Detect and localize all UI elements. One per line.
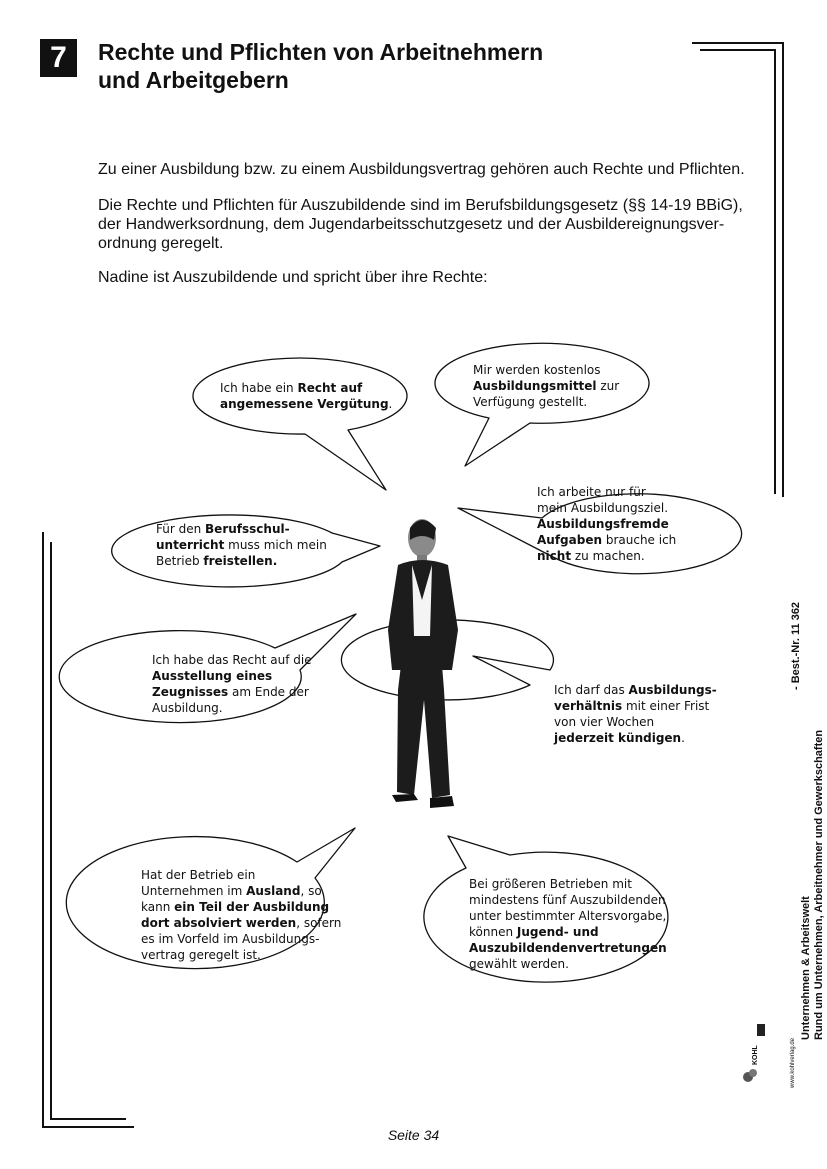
bubble-6-text xyxy=(554,682,717,746)
bubble-7-run-7: vertrag geregelt ist. xyxy=(141,948,261,962)
bubble-6-bold-1: Ausbildungs- xyxy=(628,683,717,697)
bubble-3-run-2: mein Ausbildungsziel. xyxy=(537,501,669,515)
bubble-4-text xyxy=(156,521,327,569)
bubble-8-run-2: mindestens fünf Auszubildenden xyxy=(469,893,666,907)
bubble-7-run-2: Unternehmen im xyxy=(141,884,247,898)
bubble-3-bold-3: nicht xyxy=(537,549,572,563)
bubble-7-run-6: es im Vorfeld im Ausbildungs- xyxy=(141,932,320,946)
bubble-6-bold-2: verhältnis xyxy=(554,699,623,713)
nadine-figure xyxy=(388,519,458,808)
bubble-3-text xyxy=(537,484,676,564)
bubble-3-run-3: brauche ich xyxy=(602,533,677,547)
bubble-7-text xyxy=(141,867,341,963)
bubble-2-run-1: Mir werden kostenlos xyxy=(473,363,601,377)
bubble-8-run-5: gewählt werden. xyxy=(469,957,569,971)
bubble-7-run-5: , sofern xyxy=(296,916,342,930)
intro-paragraph-1: Zu einer Ausbildung bzw. zu einem Ausbildungsvertrag gehören auch Rechte und Pflichten. xyxy=(98,161,745,178)
bubble-7-bold-2: ein Teil der Ausbildung xyxy=(174,900,330,914)
intro-p2-line-1: Die Rechte und Pflichten für Auszubildende sind im Berufsbildungsgesetz (§§ 14-19 BBiG), xyxy=(98,197,743,214)
bubble-2-run-2: zur xyxy=(596,379,620,393)
bubble-1-bold-1: Recht auf xyxy=(297,381,363,395)
bubble-4-bold-2: unterricht xyxy=(156,538,225,552)
bubble-6-run-1: Ich darf das xyxy=(554,683,629,697)
chapter-number-badge: 7 xyxy=(40,39,77,77)
bubble-1-shape xyxy=(193,358,407,490)
bubble-7-bold-3: dort absolviert werden xyxy=(141,916,297,930)
bubble-3-bold-1: Ausbildungsfremde xyxy=(537,517,669,531)
bubble-8-bold-2: Auszubildendenvertretungen xyxy=(469,941,667,955)
bubble-3-run-1: Ich arbeite nur für xyxy=(537,485,646,499)
bubble-3-run-4: zu machen. xyxy=(571,549,645,563)
bubble-4-bold-1: Berufsschul- xyxy=(205,522,290,536)
bubble-3-bold-2: Aufgaben xyxy=(537,533,603,547)
title-line-1: Rechte und Pflichten von Arbeitnehmern xyxy=(98,39,544,65)
bubble-7-bold-1: Ausland xyxy=(246,884,301,898)
bubble-8-run-4: können xyxy=(469,925,517,939)
bubble-6-bold-3: jederzeit kündigen xyxy=(554,731,682,745)
side-order-number: - Best.-Nr. 11 362 xyxy=(790,601,802,690)
bubble-5-text xyxy=(152,652,312,716)
bubble-6-run-4: . xyxy=(681,731,685,745)
bubble-8-run-3: unter bestimmter Altersvorgabe, xyxy=(469,909,667,923)
bubble-5-bold-1: Ausstellung eines xyxy=(152,669,273,683)
bubble-1-run-2: . xyxy=(388,397,393,411)
bubble-4-run-3: Betrieb xyxy=(156,554,204,568)
side-line-1: Unternehmen & Arbeitswelt xyxy=(800,896,812,1040)
bubble-2-run-3: Verfügung gestellt. xyxy=(473,395,588,409)
bubble-1-run-1: Ich habe ein xyxy=(220,381,298,395)
bubble-4-run-2: muss mich mein xyxy=(224,538,327,552)
publisher-website: www.kohlverlag.de xyxy=(790,1037,796,1088)
side-line-2: Rund um Unternehmen, Arbeitnehmer und Gewerkschaften xyxy=(813,729,825,1040)
bubble-5-run-1: Ich habe das Recht auf die xyxy=(152,653,312,667)
bubble-6-run-2: mit einer Frist xyxy=(622,699,710,713)
bubble-8-bold-1: Jugend- und xyxy=(516,925,599,939)
intro-p2-line-3: ordnung geregelt. xyxy=(98,235,224,252)
bubble-5-bold-2: Zeugnisses xyxy=(152,685,229,699)
bubble-8-run-1: Bei größeren Betrieben mit xyxy=(469,877,632,891)
bubble-5-run-3: Ausbildung. xyxy=(152,701,223,715)
bubble-2-bold-1: Ausbildungsmittel xyxy=(473,379,597,393)
bubble-1-text xyxy=(220,380,392,412)
title-line-2: und Arbeitgebern xyxy=(98,67,289,93)
bubble-5-run-2: am Ende der xyxy=(228,685,309,699)
bubble-1-bold-2: angemessene Vergütung xyxy=(220,397,389,411)
intro-paragraph-3: Nadine ist Auszubildende und spricht über ihre Rechte: xyxy=(98,269,488,286)
side-publication-title xyxy=(800,730,826,1040)
page-number: Seite 34 xyxy=(387,1127,440,1143)
bubble-7-run-4: kann xyxy=(141,900,175,914)
bubble-4-run-1: Für den xyxy=(156,522,206,536)
intro-p2-line-2: der Handwerksordnung, dem Jugendarbeitsschutzgesetz und der Ausbildereignungsver- xyxy=(98,216,725,233)
bubble-8-text xyxy=(469,876,667,972)
bubble-6-run-3: von vier Wochen xyxy=(554,715,655,729)
bubble-4-bold-3: freistellen. xyxy=(203,554,278,568)
bubble-2-text xyxy=(473,362,619,410)
publisher-logo-name: KOHL xyxy=(752,1045,759,1065)
bubble-7-run-1: Hat der Betrieb ein xyxy=(141,868,256,882)
bubble-7-run-3: , so xyxy=(300,884,322,898)
